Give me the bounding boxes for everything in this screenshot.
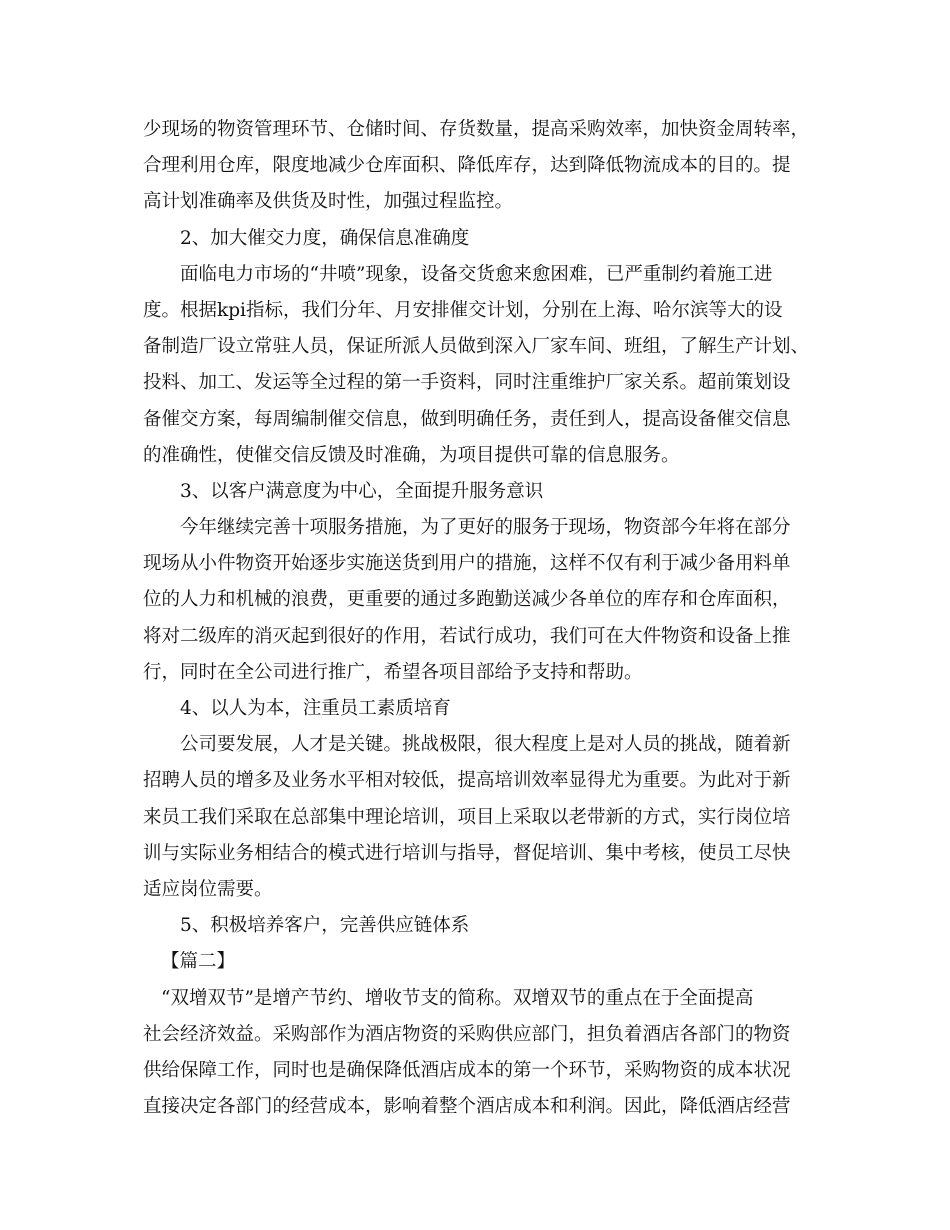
body-line: 直接决定各部门的经营成本，影响着整个酒店成本和利润。因此，降低酒店经营: [143, 1096, 791, 1118]
body-line: 备催交方案，每周编制催交信息，做到明确任务，责任到人，提高设备催交信息: [143, 408, 791, 430]
section-heading-3: 3、以客户满意度为中心，全面提升服务意识: [180, 480, 544, 502]
body-line: 现场从小件物资开始逐步实施送货到用户的措施，这样不仅有利于减少备用料单: [143, 553, 791, 575]
body-line: 将对二级库的消灭起到很好的作用，若试行成功，我们可在大件物资和设备上推: [143, 625, 791, 647]
paragraph-first-line: “双增双节”是增产节约、增收节支的简称。双增双节的重点在于全面提高: [161, 987, 754, 1009]
body-line: 合理利用仓库，限度地减少仓库面积、降低库存，达到降低物流成本的目的。提: [143, 155, 791, 177]
paragraph-first-line: 今年继续完善十项服务措施，为了更好的服务于现场，物资部今年将在部分: [180, 517, 791, 539]
body-line: 备制造厂设立常驻人员，保证所派人员做到深入厂家车间、班组，了解生产计划、: [143, 336, 810, 358]
section-heading-4: 4、以人为本，注重员工素质培育: [180, 698, 451, 719]
body-line: 招聘人员的增多及业务水平相对较低，提高培训效率显得尤为重要。为此对于新: [143, 770, 791, 792]
body-line: 度。根据kpi指标，我们分年、月安排催交计划，分别在上海、哈尔滨等大的设: [143, 299, 783, 321]
body-line: 社会经济效益。采购部作为酒店物资的采购供应部门，担负着酒店各部门的物资: [143, 1023, 791, 1045]
body-line: 来员工我们采取在总部集中理论培训，项目上采取以老带新的方式，实行岗位培: [143, 806, 791, 828]
document-body: [143, 112, 809, 1125]
body-line: 行，同时在全公司进行推广，希望各项目部给予支持和帮助。: [143, 661, 643, 683]
body-line: 的准确性，使催交信反馈及时准确，为项目提供可靠的信息服务。: [143, 444, 680, 466]
paragraph-first-line: 公司要发展，人才是关键。挑战极限，很大程度上是对人员的挑战，随着新: [180, 734, 791, 756]
part-heading: 【篇二】: [161, 951, 236, 973]
body-line: 位的人力和机械的浪费，更重要的通过多跑勤送减少各单位的库存和仓库面积，: [143, 589, 791, 611]
body-line: 供给保障工作，同时也是确保降低酒店成本的第一个环节，采购物资的成本状况: [143, 1059, 791, 1081]
body-line: 投料、加工、发运等全过程的第一手资料，同时注重维护厂家关系。超前策划设: [143, 372, 791, 394]
body-line: 高计划准确率及供货及时性，加强过程监控。: [143, 191, 514, 213]
section-heading-2: 2、加大催交力度，确保信息准确度: [180, 227, 470, 249]
section-heading-5: 5、积极培养客户，完善供应链体系: [180, 915, 470, 937]
paragraph-first-line: 面临电力市场的“井喷”现象，设备交货愈来愈困难，已严重制约着施工进: [180, 263, 773, 285]
body-line: 适应岗位需要。: [143, 878, 273, 900]
body-line: 少现场的物资管理环节、仓储时间、存货数量，提高采购效率，加快资金周转率，: [143, 119, 810, 140]
body-line: 训与实际业务相结合的模式进行培训与指导，督促培训、集中考核，使员工尽快: [143, 842, 791, 864]
